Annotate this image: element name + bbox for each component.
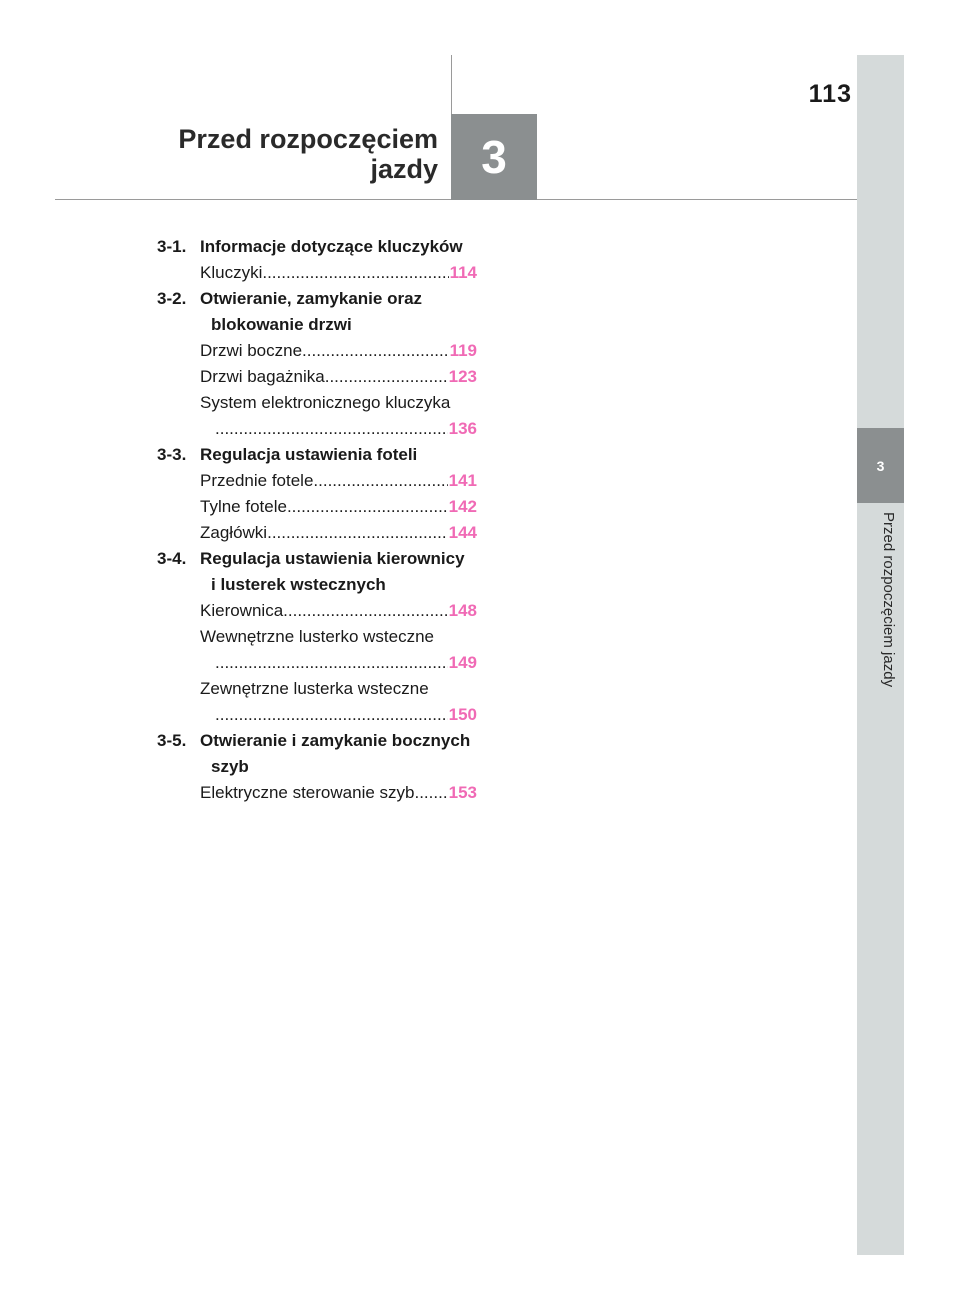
toc-entry-label: Elektryczne sterowanie szyb <box>200 783 415 802</box>
toc-entry[interactable] <box>157 390 477 442</box>
toc-section-title-line: Informacje dotyczące kluczyków <box>200 237 463 256</box>
toc-section-title <box>200 442 477 468</box>
toc-section-heading <box>157 442 477 468</box>
toc-entry-page-link[interactable]: 148 <box>448 601 477 620</box>
toc-entry-label: Zewnętrzne lusterka wsteczne <box>200 679 429 698</box>
toc-dot-leader <box>287 494 448 520</box>
toc-section-title-line: Otwieranie i zamykanie bocznych <box>200 731 471 750</box>
toc-entry-label: Przednie fotele <box>200 471 314 490</box>
toc-entry-page-link[interactable]: 142 <box>448 497 477 516</box>
toc-entry-page-link[interactable]: 153 <box>448 783 477 802</box>
toc-entry[interactable] <box>157 494 477 520</box>
toc-section-number: 3-3. <box>157 445 187 464</box>
page-number: 113 <box>808 80 852 108</box>
toc-entry-label: Zagłówki <box>200 523 268 542</box>
toc-entry-page-link[interactable]: 150 <box>448 705 477 724</box>
chapter-title <box>120 124 438 184</box>
chapter-title-line: jazdy <box>370 154 438 184</box>
toc-dot-leader <box>414 780 447 806</box>
toc-entry[interactable] <box>157 364 477 390</box>
toc-section-title-line: i lusterek wstecznych <box>211 575 386 594</box>
toc-section-title-line: Otwieranie, zamykanie oraz <box>200 289 423 308</box>
toc-dot-leader <box>283 598 447 624</box>
toc-section-title-line: Regulacja ustawienia foteli <box>200 445 418 464</box>
toc-dot-leader <box>215 702 448 728</box>
toc-section-title-line: blokowanie drzwi <box>211 315 352 334</box>
side-tab-label: Przed rozpoczęciem jazdy <box>880 512 897 688</box>
toc-entry-page-link[interactable]: 149 <box>448 653 477 672</box>
toc-section-heading <box>157 234 477 260</box>
toc-entry-label: Drzwi boczne <box>200 341 303 360</box>
toc-entry[interactable] <box>157 598 477 624</box>
toc-dot-leader <box>215 416 448 442</box>
toc-entry-label: Kluczyki <box>200 263 263 282</box>
toc-entry-label: Wewnętrzne lusterko wsteczne <box>200 627 435 646</box>
toc-entry-page-link[interactable]: 136 <box>448 419 477 438</box>
toc-entry-page-link[interactable]: 123 <box>448 367 477 386</box>
toc-section-heading <box>157 286 477 338</box>
toc-section-number: 3-5. <box>157 731 187 750</box>
toc-entry[interactable] <box>157 624 477 676</box>
toc-entry-label: Drzwi bagażnika <box>200 367 325 386</box>
toc-entry[interactable] <box>157 780 477 806</box>
toc-dot-leader <box>302 338 449 364</box>
toc-entry[interactable] <box>157 338 477 364</box>
chapter-number-box: 3 <box>451 114 537 200</box>
toc-section-number: 3-2. <box>157 289 187 308</box>
toc-section-heading <box>157 728 477 780</box>
toc-dot-leader <box>215 650 448 676</box>
side-tab-active-chapter[interactable]: 3 <box>857 428 904 503</box>
toc-section-title <box>200 728 477 780</box>
toc-entry-page-link[interactable]: 114 <box>449 263 477 282</box>
toc-entry[interactable] <box>157 468 477 494</box>
toc-section-heading <box>157 546 477 598</box>
toc-section-title-line: Regulacja ustawienia kierownicy <box>200 549 465 568</box>
chapter-title-line: Przed rozpoczęciem <box>178 124 438 154</box>
toc-dot-leader <box>267 520 448 546</box>
toc-entry-page-link[interactable]: 144 <box>448 523 477 542</box>
toc-entry-label: Tylne fotele <box>200 497 287 516</box>
toc-entry-label: Kierownica <box>200 601 284 620</box>
toc-section-title <box>200 286 477 338</box>
toc-dot-leader <box>325 364 448 390</box>
toc-section-number: 3-4. <box>157 549 187 568</box>
toc-section-title <box>200 234 477 260</box>
toc-section-title <box>200 546 477 598</box>
toc-entry-page-link[interactable]: 119 <box>449 341 477 360</box>
table-of-contents <box>157 234 477 806</box>
toc-dot-leader <box>313 468 447 494</box>
toc-entry-label: System elektronicznego kluczyka <box>200 393 451 412</box>
toc-section-number: 3-1. <box>157 237 187 256</box>
toc-entry[interactable] <box>157 520 477 546</box>
toc-section-title-line: szyb <box>211 757 249 776</box>
toc-entry[interactable] <box>157 260 477 286</box>
toc-entry-page-link[interactable]: 141 <box>448 471 477 490</box>
toc-entry[interactable] <box>157 676 477 728</box>
toc-dot-leader <box>262 260 448 286</box>
